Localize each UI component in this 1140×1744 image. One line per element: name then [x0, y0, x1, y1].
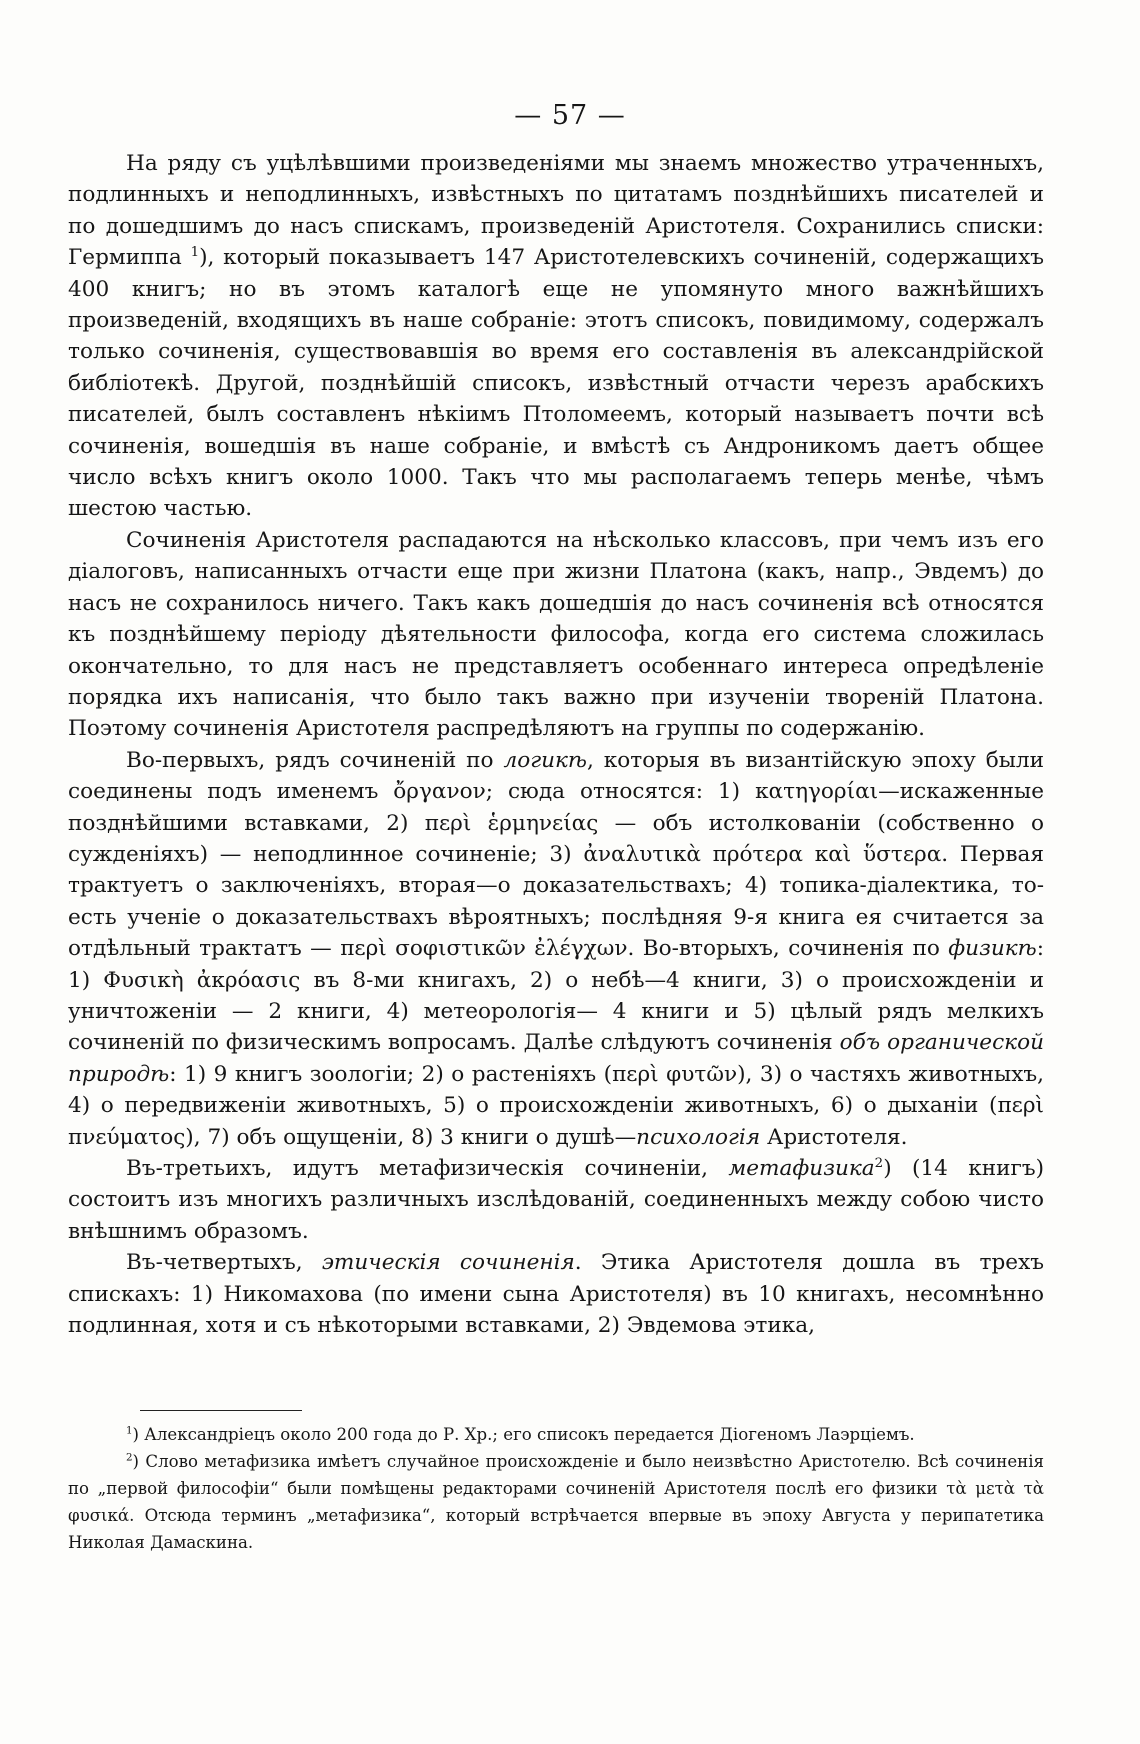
term-metaphysics: метафизика [728, 1156, 875, 1181]
paragraph-3 [68, 745, 1044, 1153]
paragraph-3-text-d: —искаженные позднѣйшими вставками, 2) [68, 779, 1044, 836]
body-text [68, 148, 1044, 1341]
paragraph-5-text-b: . Этика Аристотеля дошла въ трехъ спискахъ: 1) Никомахова (по имени сына Аристотеля) въ 10 книгахъ, несомнѣнно подлинная, хотя и съ нѣкоторыми вставками, 2) Эвдемова этика, [68, 1250, 1044, 1339]
greek-hermeneias: περὶ ἑρμηνείας [424, 810, 599, 836]
paragraph-1 [68, 148, 1044, 525]
term-logic: логикѣ [503, 747, 587, 773]
footnotes [68, 1421, 1044, 1556]
paragraph-5-text-a: Въ-четвертыхъ, [126, 1250, 322, 1276]
paragraph-5 [68, 1247, 1044, 1341]
paragraph-3-text-a: Во-первыхъ, рядъ сочиненій по [126, 747, 504, 773]
paragraph-1-text-a: На ряду съ уцѣлѣвшими произведеніями мы знаемъ множество утраченныхъ, подлинныхъ и неподлинныхъ, извѣстныхъ по цитатамъ позднѣйшихъ писателей и по дошедшимъ до насъ спискамъ, произведеній Аристотеля. Сохранились списки: Гермиппа [68, 151, 1044, 271]
footnote-ref-1[interactable]: 1 [190, 245, 200, 261]
paragraph-3-text-c: ; сюда относятся: 1) [485, 779, 756, 805]
paragraph-4 [68, 1153, 1044, 1247]
footnote-1-text: ) Александріецъ около 200 года до Р. Хр.; его списокъ передается Діогеномъ Лаэрціемъ. [132, 1425, 915, 1444]
footnote-2-marker: 2 [126, 1451, 133, 1464]
paragraph-3-text-i: въ 8-ми книгахъ, 2) о небѣ—4 книги, 3) о происхожденіи и уничтоженіи — 2 книги, 4) метеорологія— 4 книги и 5) цѣлый рядъ мелкихъ сочиненій по физическимъ вопросамъ. Далѣе слѣдуютъ сочиненія [68, 967, 1044, 1056]
page-number: — 57 — [514, 100, 626, 131]
footnote-1 [68, 1421, 1044, 1448]
greek-organon: ὄργανον [393, 779, 486, 805]
paragraph-4-text-a: Въ-третьихъ, идутъ метафизическія сочиненіи, [126, 1156, 729, 1181]
term-psychology: психологія [636, 1124, 761, 1150]
paragraph-4-text-b: ) (14 книгъ) состоитъ изъ многихъ различныхъ изслѣдованій, соединенныхъ между собою чисто внѣшнимъ образомъ. [68, 1156, 1044, 1244]
paragraph-2: Сочиненія Аристотеля распадаются на нѣсколько классовъ, при чемъ изъ его діалоговъ, написанныхъ отчасти еще при жизни Платона (какъ, напр., Эвдемъ) до насъ не сохранилось ничего. Такъ какъ дошедшія до насъ сочиненія всѣ относятся къ позднѣйшему періоду дѣятельности философа, когда его система сложилась окончательно, то для насъ не представляетъ особеннаго интереса опредѣленіе порядка ихъ написанія, что было такъ важно при изученіи твореній Платона. Поэтому сочиненія Аристотеля распредѣляютъ на группы по содержанію. [68, 527, 1044, 742]
paragraph-3-text-k: ), 3) о частяхъ животныхъ, 4) о передвиженіи животныхъ, 5) о происхожденіи животныхъ, 6) о дыханіи ( [68, 1061, 1045, 1119]
term-physics: физикѣ [948, 936, 1037, 962]
paragraph-1-text-b: ), который показываетъ 147 Аристотелевскихъ сочиненій, содержащихъ 400 книгъ; но въ этомъ каталогѣ еще не упомянуто много важнѣйшихъ произведеній, входящихъ въ наше собраніе: этотъ списокъ, повидимому, содержалъ только сочиненія, существовавшія во время его составленія въ александрійской библіотекѣ. Другой, позднѣйшій списокъ, извѣстный отчасти черезъ арабскихъ писателей, былъ составленъ нѣкіимъ Птоломеемъ, который называетъ почти всѣ сочиненія, вошедшія въ наше собраніе, и вмѣстѣ съ Андроникомъ даетъ общее число всѣхъ книгъ около 1000. Такъ что мы располагаемъ теперь менѣе, чѣмъ шестою частью. [68, 245, 1044, 522]
paragraph-3-text-e: — объ истолкованіи (собственно о сужденіяхъ) — неподлинное сочиненіе; 3) [68, 810, 1044, 867]
greek-phyton: περὶ φυτῶν [612, 1061, 738, 1087]
footnote-1-marker: 1 [126, 1424, 133, 1437]
term-ethical-works: этическія сочиненія [321, 1250, 575, 1276]
paragraph-3-text-g: . Во-вторыхъ, сочиненія по [627, 936, 949, 962]
footnote-2-text-b: . Отсюда терминъ „метафизика“, который встрѣчается впервые въ эпоху Августа у перипатетика Николая Дамаскина. [68, 1506, 1044, 1552]
greek-akroasis: Φυσικὴ ἀκρόασις [103, 967, 301, 993]
paragraph-3-text-h: : 1) [68, 936, 1044, 993]
footnote-2-text-a: ) Слово метафизика имѣетъ случайное происхожденіе и было неизвѣстно Аристотелю. Всѣ сочиненія по „первой философіи“ были помѣщены редакторами сочиненій Аристотеля послѣ его физики [68, 1452, 1044, 1498]
paragraph-3-text-f: . Первая трактуетъ о заключеніяхъ, вторая—о доказательствахъ; 4) топика-діалектика, то-есть ученіе о доказательствахъ вѣроятныхъ; послѣдняя 9-я книга ея считается за отдѣльный трактатъ — [68, 841, 1044, 962]
footnote-2 [68, 1448, 1044, 1556]
greek-pneumatos: περὶ πνεύματος [68, 1093, 1044, 1150]
paragraph-3-text-m: Аристотеля. [760, 1124, 908, 1150]
footnote-divider [140, 1410, 302, 1411]
footnote-ref-2[interactable]: 2 [874, 1155, 884, 1171]
greek-analytika: ἀναλυτικὰ πρότερα καὶ ὕστερα [583, 841, 942, 867]
paragraph-3-text-b: , которыя въ византійскую эпоху были соединены подъ именемъ [68, 747, 1044, 805]
term-organic-nature: объ органической природѣ [68, 1030, 1044, 1087]
greek-sophistici: περὶ σοφιστικῶν ἐλέγχων [340, 936, 628, 962]
paragraph-3-text-l: ), 7) объ ощущеніи, 8) 3 книги о душѣ— [185, 1124, 637, 1150]
greek-categories: κατηγορίαι [755, 779, 879, 805]
greek-meta-ta-physika: τὰ μετὰ τὰ φυσικά [68, 1479, 1044, 1525]
paragraph-3-text-j: : 1) 9 книгъ зоологіи; 2) о растеніяхъ ( [169, 1061, 613, 1087]
